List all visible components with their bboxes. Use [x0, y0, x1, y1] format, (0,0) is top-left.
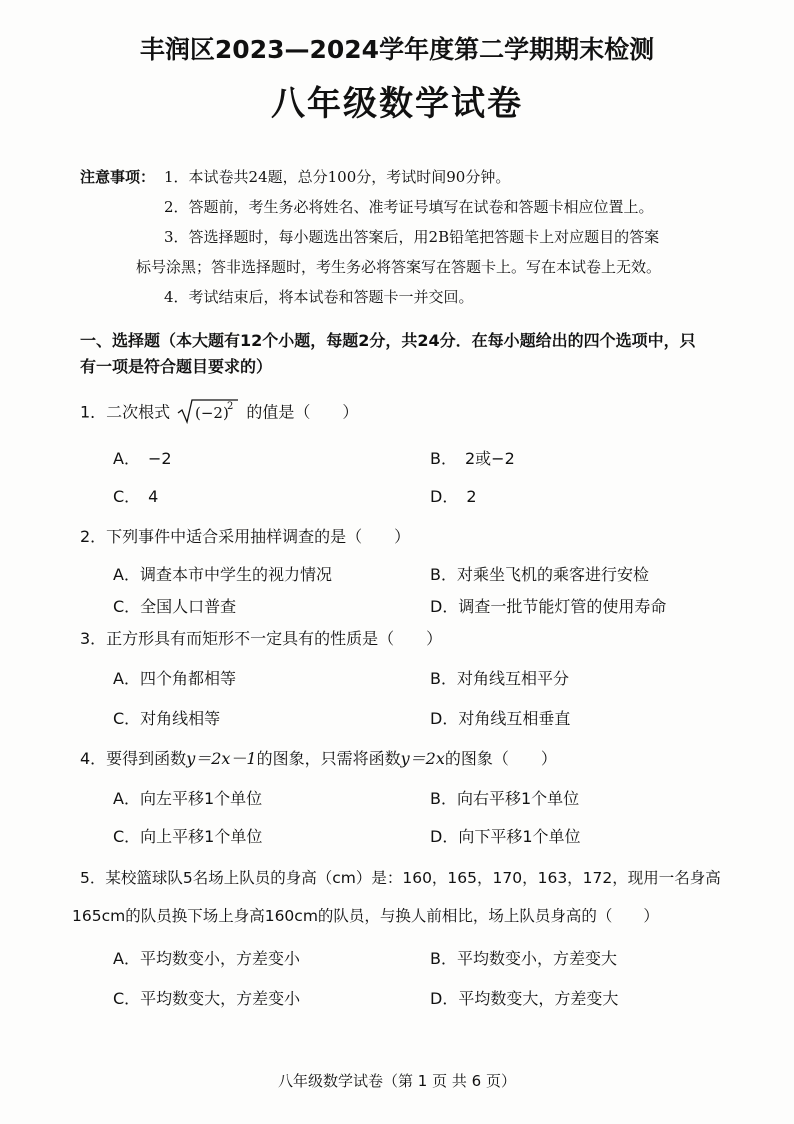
- q1-stem-after: 的值是（ ）: [246, 402, 359, 422]
- q3-option-a: A．四个角都相等: [113, 669, 236, 688]
- q3-option-d: D．对角线互相垂直: [430, 709, 571, 728]
- q4-option-b: B．向右平移1个单位: [430, 789, 580, 808]
- q1-stem-before: 1．二次根式: [80, 402, 171, 422]
- question-5-stem-line2: 165cm的队员换下场上身高160cm的队员，与换人前相比，场上队员身高的（ ）: [72, 907, 659, 925]
- question-1-stem: [80, 398, 358, 428]
- question-4-stem: [80, 746, 557, 769]
- q2-option-d: D．调查一批节能灯管的使用寿命: [430, 597, 667, 616]
- radicand-text: (−2): [195, 404, 230, 422]
- q2-option-a: A．调查本市中学生的视力情况: [113, 565, 332, 584]
- q4-stem-a: 4．要得到函数: [80, 749, 187, 768]
- question-3-stem: 3．正方形具有而矩形不一定具有的性质是（ ）: [80, 629, 443, 648]
- q4-expr2: y＝2x: [400, 749, 445, 768]
- q1-option-a: A． −2: [113, 449, 172, 468]
- page-footer: 八年级数学试卷（第 1 页 共 6 页）: [278, 1072, 516, 1090]
- note-item-4: 4．考试结束后，将本试卷和答题卡一并交回。: [164, 288, 474, 306]
- sqrt-expression: [177, 398, 239, 428]
- q2-option-b: B．对乘坐飞机的乘客进行安检: [430, 565, 649, 584]
- section-heading: [80, 328, 770, 380]
- exam-title-line2: 八年级数学试卷: [271, 84, 523, 124]
- q4-option-d: D．向下平移1个单位: [430, 827, 581, 846]
- question-2-stem: 2．下列事件中适合采用抽样调查的是（ ）: [80, 527, 411, 546]
- question-5-stem-line1: 5．某校篮球队5名场上队员的身高（cm）是：160，165，170，163，172，现用一名身高: [80, 869, 721, 887]
- radical-sign-icon: [177, 398, 239, 424]
- exam-title-line1: 丰润区2023—2024学年度第二学期期末检测: [139, 35, 655, 64]
- q5-option-a: A．平均数变小，方差变小: [113, 949, 300, 968]
- q4-expr1: y＝2x－1: [186, 749, 257, 768]
- q1-option-b: B． 2或−2: [430, 449, 515, 468]
- exponent-text: 2: [227, 401, 234, 412]
- note-item-2: 2．答题前，考生务必将姓名、准考证号填写在试卷和答题卡相应位置上。: [164, 198, 654, 216]
- q5-option-b: B．平均数变小，方差变大: [430, 949, 617, 968]
- q1-option-c: C． 4: [113, 487, 159, 506]
- q1-option-d: D． 2: [430, 487, 477, 506]
- q3-option-c: C．对角线相等: [113, 709, 221, 728]
- q5-option-c: C．平均数变大，方差变小: [113, 989, 301, 1008]
- note-item-1: 1．本试卷共24题，总分100分，考试时间90分钟。: [164, 168, 511, 186]
- notes-label: 注意事项：: [80, 168, 156, 186]
- q5-option-d: D．平均数变大，方差变大: [430, 989, 619, 1008]
- note-item-3: 3．答选择题时，每小题选出答案后，用2B铅笔把答题卡上对应题目的答案: [164, 228, 660, 246]
- q4-option-c: C．向上平移1个单位: [113, 827, 263, 846]
- section-heading-line2: 有一项是符合题目要求的）: [80, 357, 273, 376]
- q4-stem-b: 的图象，只需将函数: [256, 749, 401, 768]
- q4-option-a: A．向左平移1个单位: [113, 789, 263, 808]
- q4-stem-c: 的图象（ ）: [444, 749, 557, 768]
- q2-option-c: C．全国人口普查: [113, 597, 237, 616]
- note-item-3-cont: 标号涂黑；答非选择题时，考生务必将答案写在答题卡上。写在本试卷上无效。: [136, 258, 662, 276]
- section-heading-line1: 一、选择题（本大题有12个小题，每题2分，共24分．在每小题给出的四个选项中，只: [80, 331, 696, 350]
- q3-option-b: B．对角线互相平分: [430, 669, 569, 688]
